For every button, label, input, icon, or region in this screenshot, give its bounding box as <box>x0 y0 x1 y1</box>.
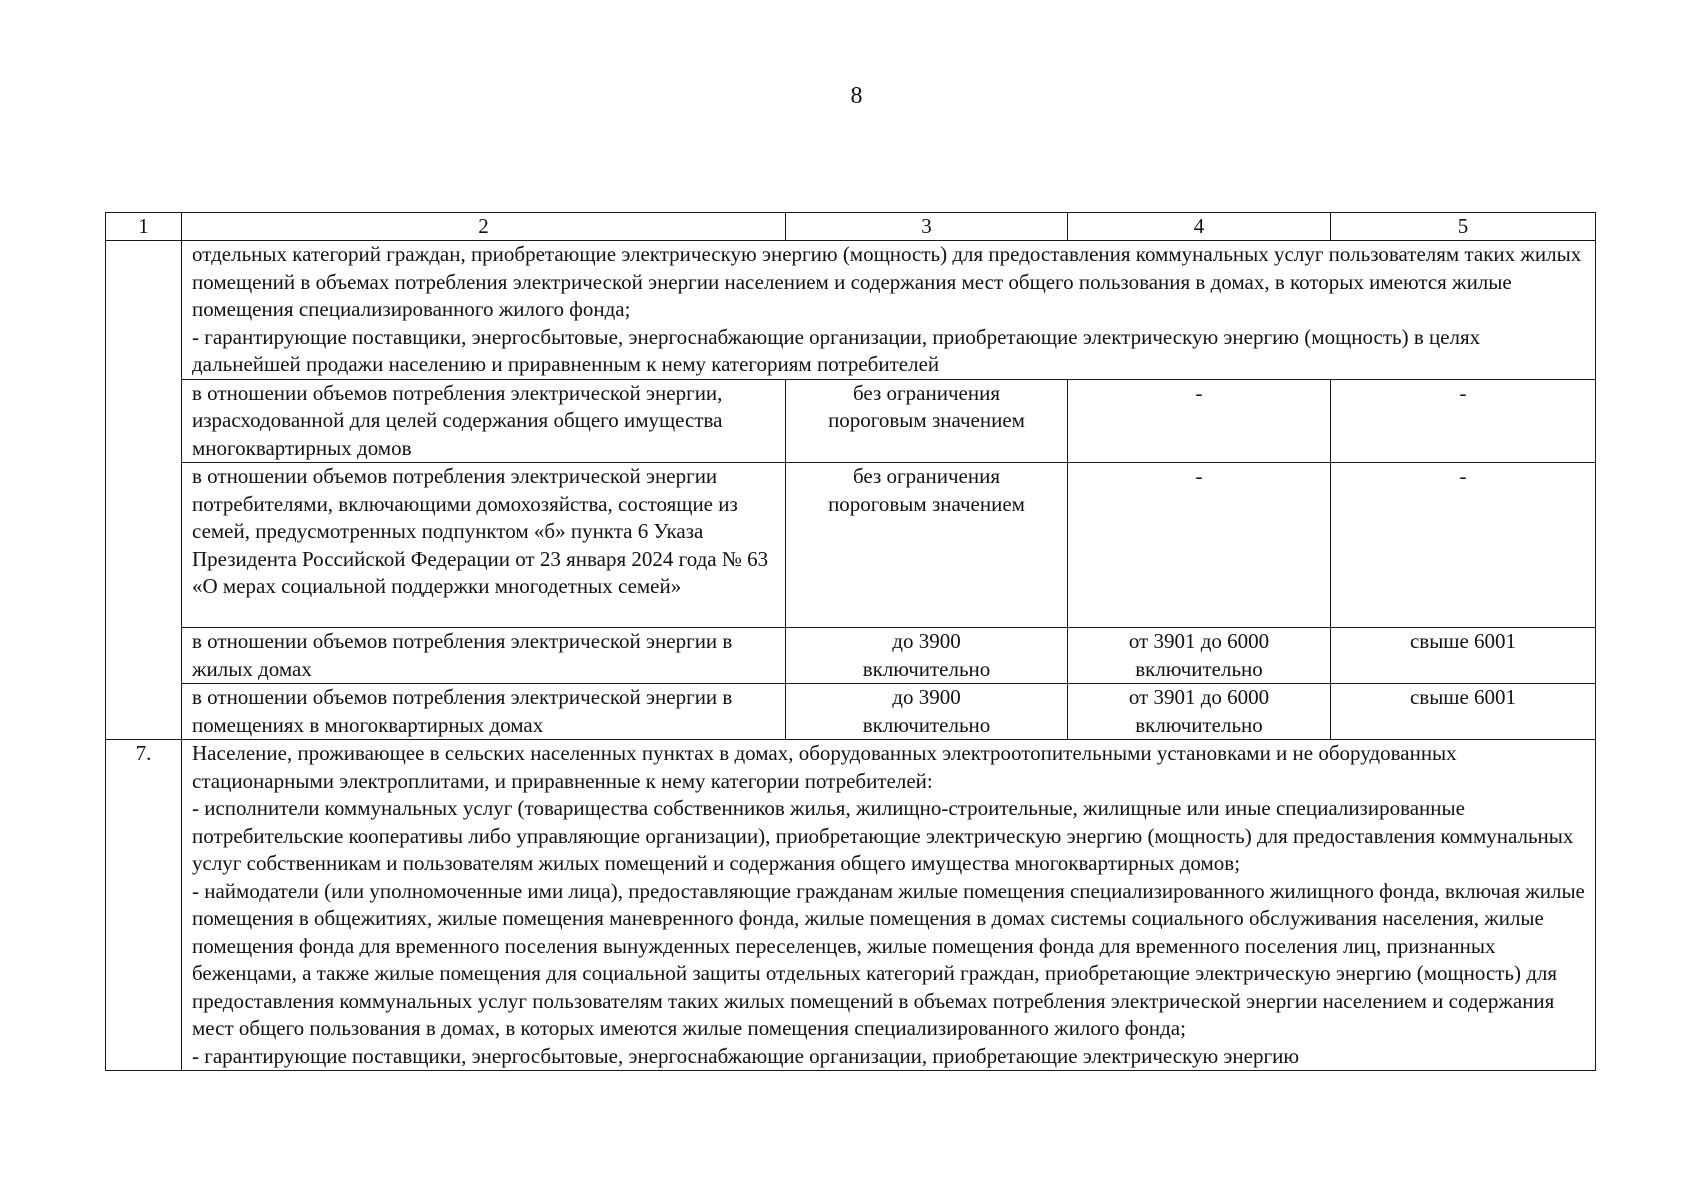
header-cell-col4: 4 <box>1068 213 1331 241</box>
category-description-cell: отдельных категорий граждан, приобретающие электрическую энергию (мощность) для предоставления коммунальных услуг пользователям таких жилых помещений в объемах потребления электрической энергии населением и содержания мест общего пользования в домах, в которых имеются жилые помещения специализированного жилого фонда; - гарантирующие поставщики, энергосбытовые, энергоснабжающие организации, приобретающие электрическую энергию (мощность) в целях дальнейшей продажи населению и приравненным к нему категориям потребителей <box>182 241 1596 380</box>
threshold-range-3-cell: - <box>1331 379 1596 463</box>
table-row <box>106 379 1596 463</box>
threshold-range-1-cell: до 3900 включительно <box>786 628 1068 684</box>
table-row <box>106 463 1596 628</box>
threshold-range-2-cell: - <box>1068 379 1331 463</box>
threshold-range-1-cell: без ограничения пороговым значением <box>786 463 1068 628</box>
table-row <box>106 684 1596 740</box>
row-number-cell <box>106 241 182 740</box>
category-description-cell: Население, проживающее в сельских населенных пунктах в домах, оборудованных электроотопительными установками и не оборудованных стационарными электроплитами, и приравненные к нему категории потребителей: - исполнители коммунальных услуг (товарищества собственников жилья, жилищно-строительные, жилищные или иные специализированные потребительские кооперативы либо управляющие организации), приобретающие электрическую энергию (мощность) для предоставления коммунальных услуг собственникам и пользователям жилых помещений и содержания общего имущества многоквартирных домов; - наймодатели (или уполномоченные ими лица), предоставляющие гражданам жилые помещения специализированного жилищного фонда, включая жилые помещения в общежитиях, жилые помещения маневренного фонда, жилые помещения в домах системы социального обслуживания населения, жилые помещения фонда для временного поселения вынужденных переселенцев, жилые помещения фонда для временного поселения лиц, признанных беженцами, а также жилые помещения для социальной защиты отдельных категорий граждан, приобретающие электрическую энергию (мощность) для предоставления коммунальных услуг пользователям таких жилых помещений в объемах потребления электрической энергии населением и содержания мест общего пользования в домах, в которых имеются жилые помещения специализированного жилого фонда; - гарантирующие поставщики, энергосбытовые, энергоснабжающие организации, приобретающие электрическую энергию <box>182 740 1596 1071</box>
volume-description-cell: в отношении объемов потребления электрической энергии, израсходованной для целей содержания общего имущества многоквартирных домов <box>182 379 786 463</box>
table-header-row <box>106 213 1596 241</box>
threshold-range-3-cell: - <box>1331 463 1596 628</box>
row-number-cell: 7. <box>106 740 182 1071</box>
threshold-range-2-cell: - <box>1068 463 1331 628</box>
header-cell-col1: 1 <box>106 213 182 241</box>
table-row <box>106 740 1596 1071</box>
threshold-range-1-cell: без ограничения пороговым значением <box>786 379 1068 463</box>
table-row <box>106 628 1596 684</box>
threshold-range-2-cell: от 3901 до 6000 включительно <box>1068 684 1331 740</box>
volume-description-cell: в отношении объемов потребления электрической энергии в помещениях в многоквартирных домах <box>182 684 786 740</box>
threshold-range-3-cell: свыше 6001 <box>1331 628 1596 684</box>
tariff-table <box>105 212 1596 1071</box>
page-number: 8 <box>850 83 863 109</box>
threshold-range-2-cell: от 3901 до 6000 включительно <box>1068 628 1331 684</box>
header-cell-col5: 5 <box>1331 213 1596 241</box>
volume-description-cell: в отношении объемов потребления электрической энергии потребителями, включающими домохозяйства, состоящие из семей, предусмотренных подпунктом «б» пункта 6 Указа Президента Российской Федерации от 23 января 2024 года № 63 «О мерах социальной поддержки многодетных семей» <box>182 463 786 628</box>
threshold-range-3-cell: свыше 6001 <box>1331 684 1596 740</box>
threshold-range-1-cell: до 3900 включительно <box>786 684 1068 740</box>
header-cell-col2: 2 <box>182 213 786 241</box>
table-row <box>106 241 1596 380</box>
header-cell-col3: 3 <box>786 213 1068 241</box>
volume-description-cell: в отношении объемов потребления электрической энергии в жилых домах <box>182 628 786 684</box>
